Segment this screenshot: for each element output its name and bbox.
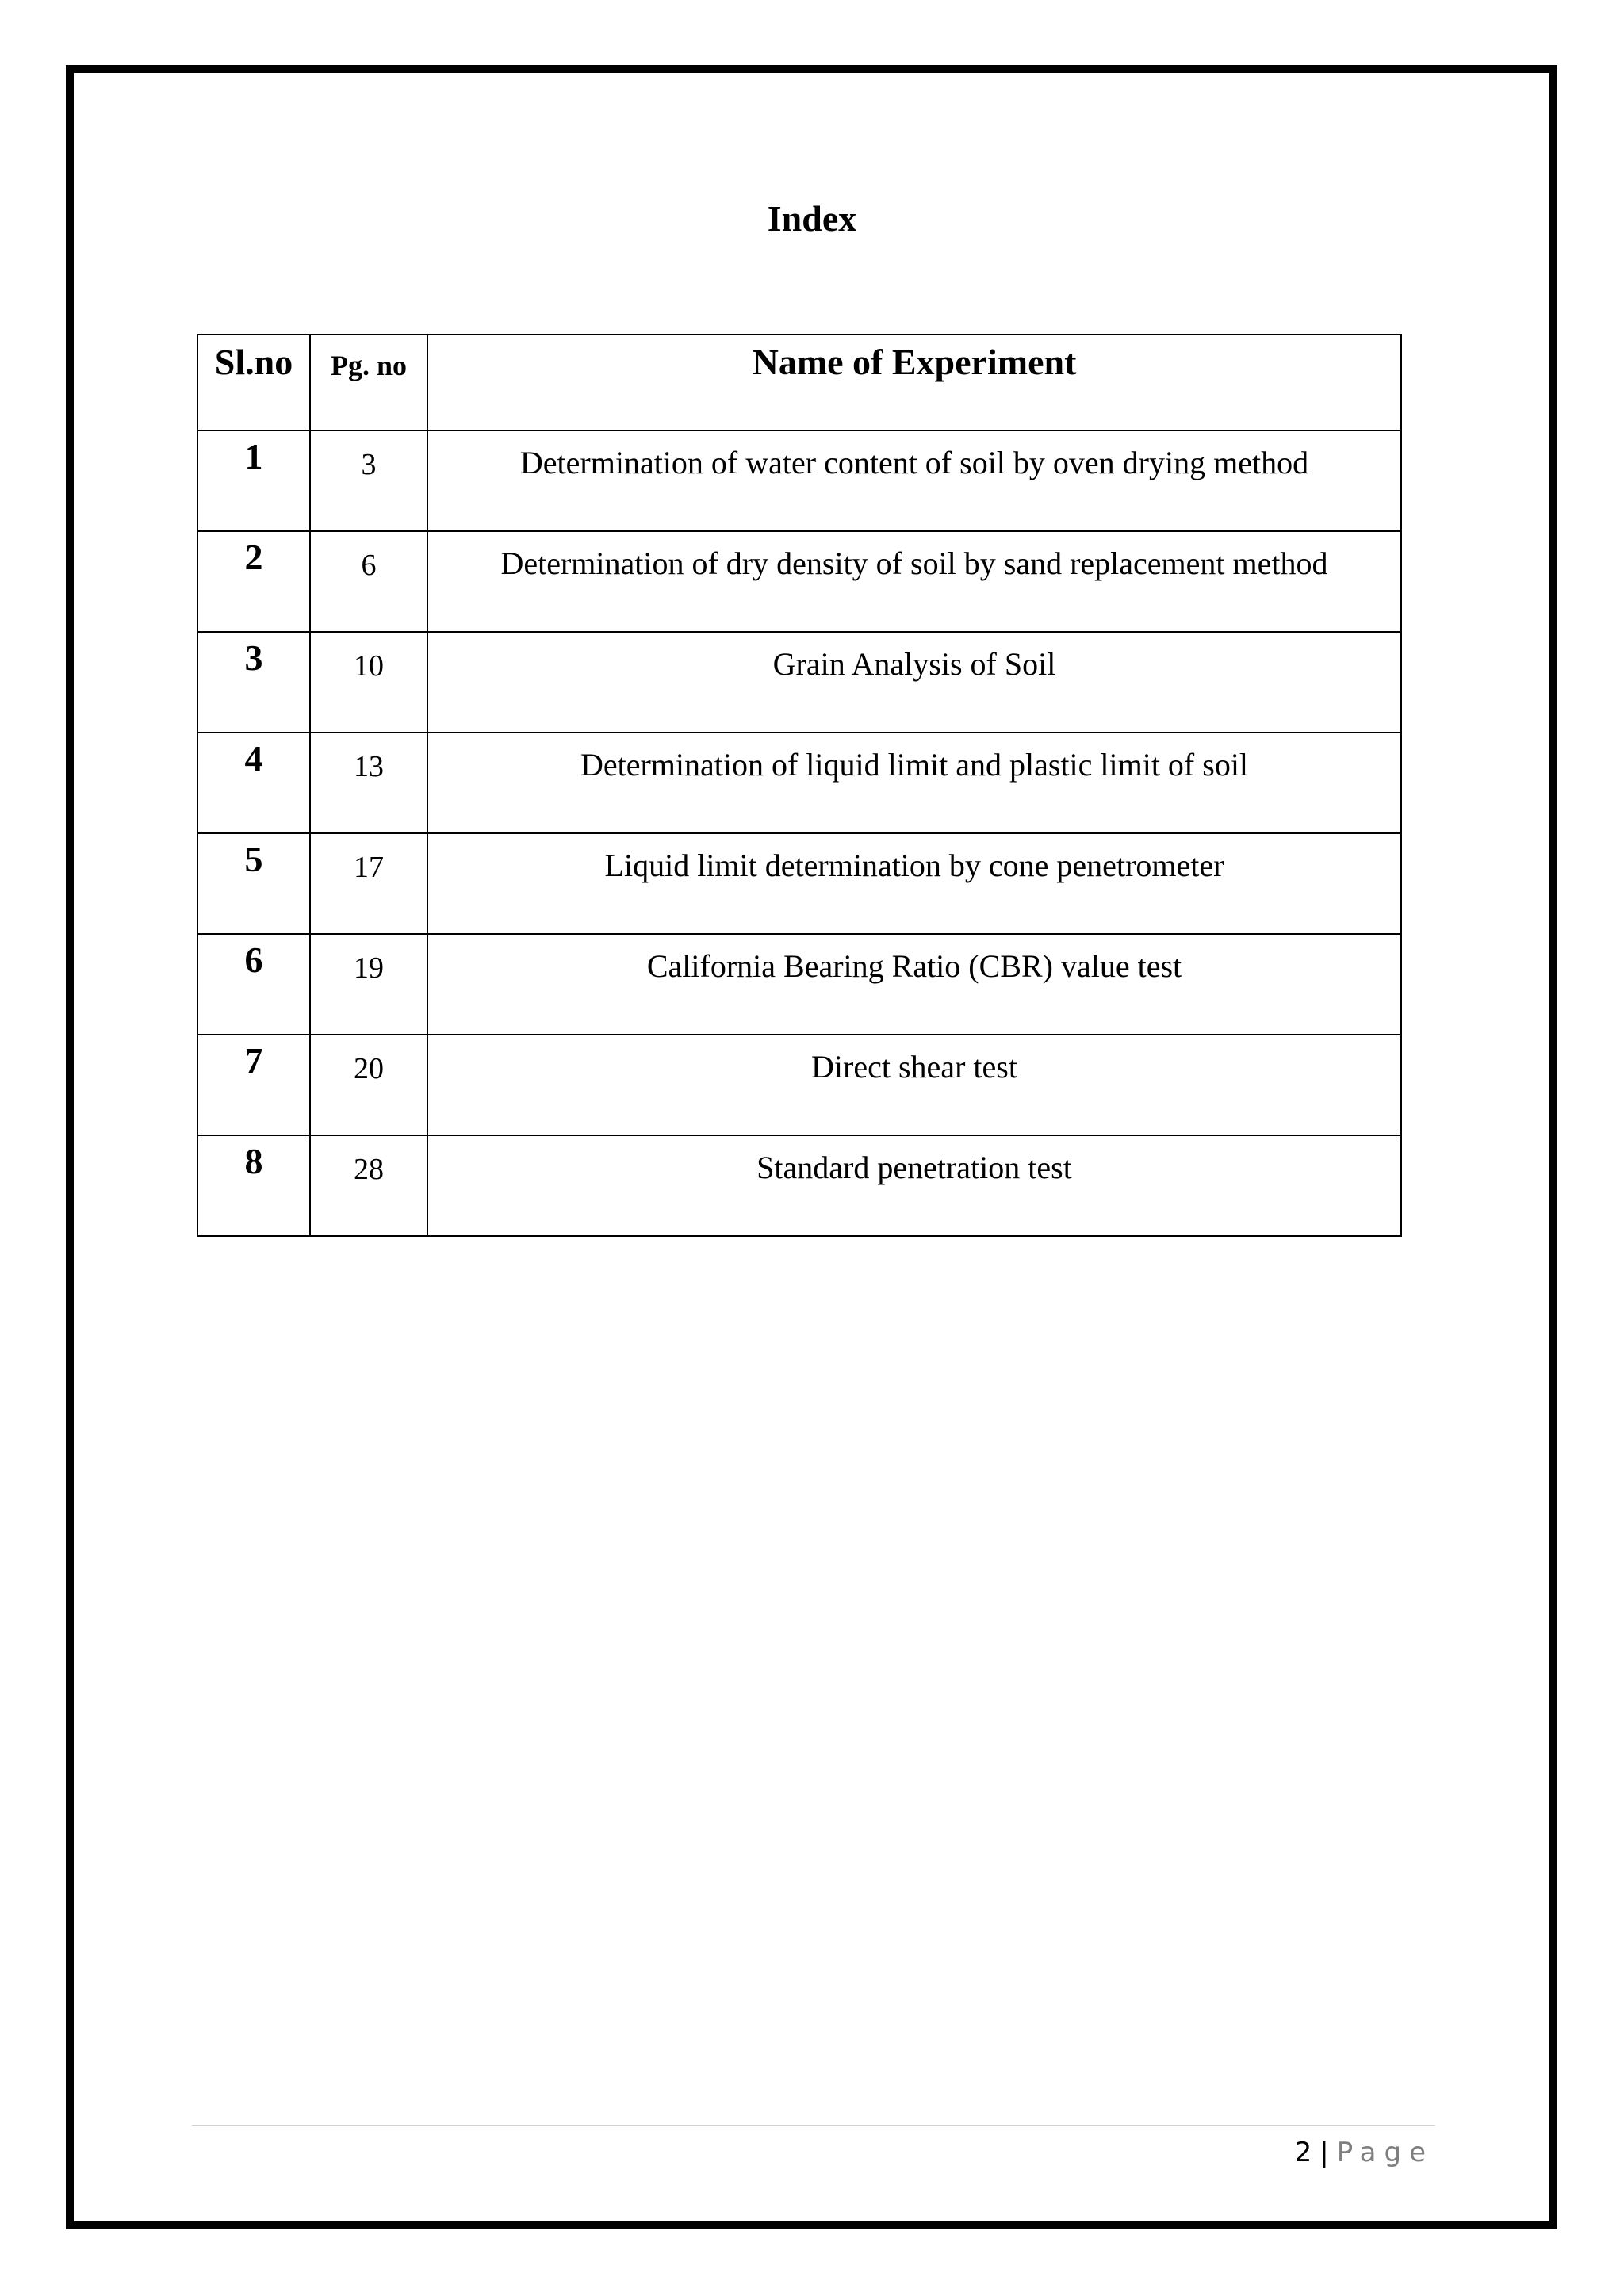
row-pgno: 3	[310, 430, 427, 531]
table-row	[197, 632, 1401, 733]
page-title: Index	[767, 198, 857, 239]
row-experiment-name: Standard penetration test	[427, 1135, 1401, 1236]
row-experiment-name: Determination of water content of soil by oven drying method	[427, 430, 1401, 531]
header-name: Name of Experiment	[427, 335, 1401, 430]
row-slno: 4	[197, 733, 310, 833]
table-row	[197, 833, 1401, 934]
table-row	[197, 1035, 1401, 1135]
row-slno: 8	[197, 1135, 310, 1236]
header-pgno: Pg. no	[310, 335, 427, 430]
row-pgno: 19	[310, 934, 427, 1035]
header-slno: Sl.no	[197, 335, 310, 430]
row-experiment-name: Determination of dry density of soil by sand replacement method	[427, 531, 1401, 632]
row-slno: 7	[197, 1035, 310, 1135]
page-footer	[1295, 2133, 1434, 2172]
index-table	[197, 334, 1402, 1237]
table-row	[197, 1135, 1401, 1236]
row-experiment-name: California Bearing Ratio (CBR) value test	[427, 934, 1401, 1035]
row-pgno: 17	[310, 833, 427, 934]
row-pgno: 10	[310, 632, 427, 733]
row-pgno: 28	[310, 1135, 427, 1236]
footer-separator: |	[1320, 2137, 1329, 2168]
page-word: Page	[1336, 2137, 1434, 2168]
table-row	[197, 733, 1401, 833]
row-experiment-name: Direct shear test	[427, 1035, 1401, 1135]
row-pgno: 13	[310, 733, 427, 833]
row-experiment-name: Grain Analysis of Soil	[427, 632, 1401, 733]
row-slno: 6	[197, 934, 310, 1035]
row-slno: 3	[197, 632, 310, 733]
row-experiment-name: Liquid limit determination by cone penetrometer	[427, 833, 1401, 934]
row-slno: 2	[197, 531, 310, 632]
table-row	[197, 531, 1401, 632]
row-slno: 1	[197, 430, 310, 531]
table-header-row	[197, 335, 1401, 430]
row-pgno: 6	[310, 531, 427, 632]
row-slno: 5	[197, 833, 310, 934]
table-row	[197, 934, 1401, 1035]
row-pgno: 20	[310, 1035, 427, 1135]
table-row	[197, 430, 1401, 531]
footer-divider	[192, 2125, 1435, 2126]
page-number: 2	[1294, 2137, 1312, 2168]
row-experiment-name: Determination of liquid limit and plastic limit of soil	[427, 733, 1401, 833]
